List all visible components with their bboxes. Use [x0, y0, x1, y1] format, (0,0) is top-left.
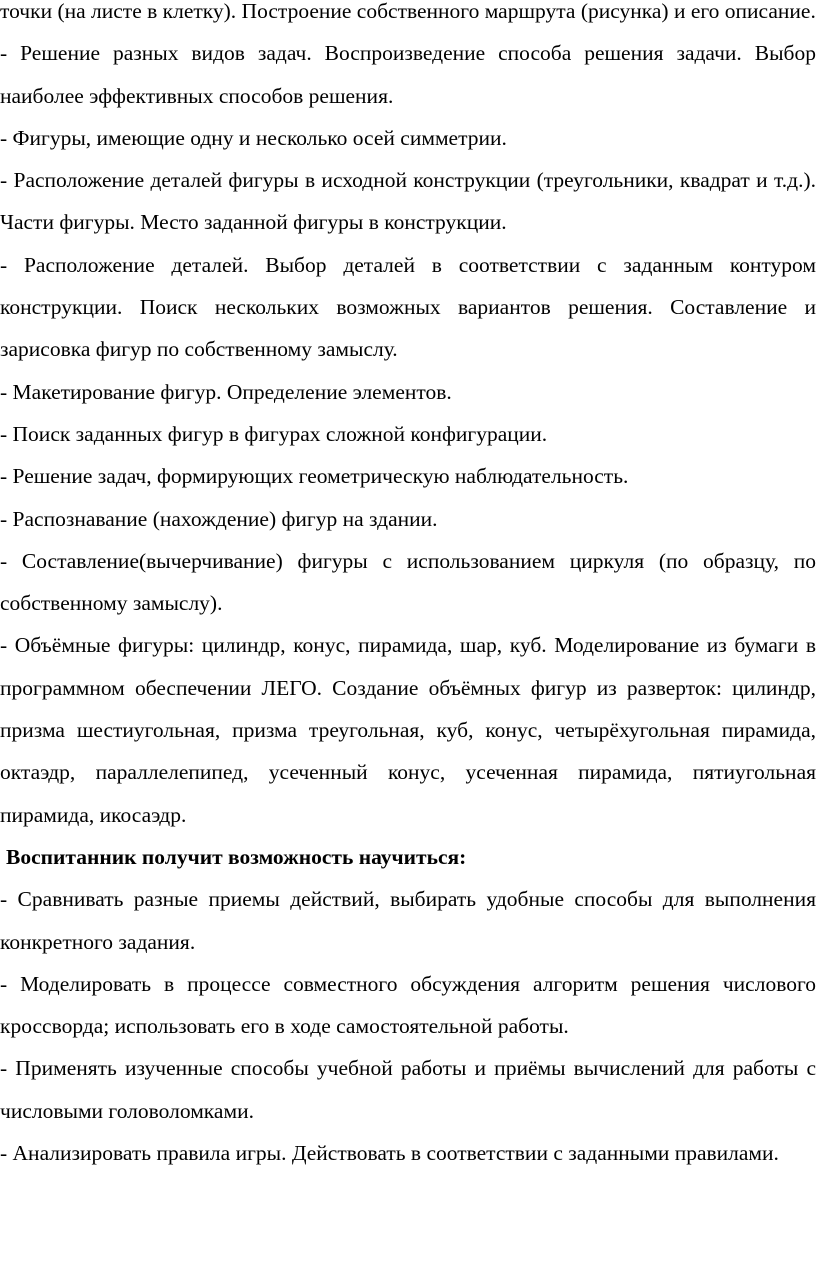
paragraph-complex-figures: - Поиск заданных фигур в фигурах сложной конфигурации. — [0, 421, 548, 446]
skill-item-apply-methods: - Применять изученные способы учебной работы и приёмы вычислений для работы с числовыми головоломками. — [0, 1056, 816, 1123]
paragraph-building-figures: - Распознавание (нахождение) фигур на здании. — [0, 506, 438, 531]
paragraph-route-description: точки (на листе в клетку). Построение собственного маршрута (рисунка) и его описание. — [0, 0, 816, 23]
paragraph-solid-figures: - Объёмные фигуры: цилиндр, конус, пирамида, шар, куб. Моделирование из бумаги в программном обеспечении ЛЕГО. Создание объёмных фигур из разверток: цилиндр, призма шестиугольная, призма треугольная, куб, конус, четырёхугольная пирамида, октаэдр, параллелепипед, усеченный конус, усеченная пирамида, пятиугольная пирамида, икосаэдр. — [0, 633, 816, 827]
skill-item-analyze-rules: - Анализировать правила игры. Действовать в соответствии с заданными правилами. — [0, 1141, 779, 1166]
paragraph-detail-arrangement: - Расположение деталей. Выбор деталей в соответствии с заданным контуром конструкции. Поиск нескольких возможных вариантов решения. Составление и зарисовка фигур по собственному замыслу. — [0, 252, 816, 362]
skill-item-compare-methods: - Сравнивать разные приемы действий, выбирать удобные способы для выполнения конкретного задания. — [0, 887, 816, 954]
paragraph-compass-drawing: - Составление(вычерчивание) фигуры с использованием циркуля (по образцу, по собственному замыслу). — [0, 548, 816, 616]
skill-item-model-algorithm: - Моделировать в процессе совместного обсуждения алгоритм решения числового кроссворда; использовать его в ходе самостоятельной работы. — [0, 971, 816, 1039]
paragraph-solving-tasks: - Решение разных видов задач. Воспроизведение способа решения задачи. Выбор наиболее эффективных способов решения. — [0, 41, 816, 108]
paragraph-figure-parts: - Расположение деталей фигуры в исходной конструкции (треугольники, квадрат и т.д.). Части фигуры. Место заданной фигуры в конструкции. — [0, 168, 816, 235]
paragraph-geometric-observation: - Решение задач, формирующих геометрическую наблюдательность. — [0, 464, 629, 489]
paragraph-symmetry-axes: - Фигуры, имеющие одну и несколько осей симметрии. — [0, 125, 507, 150]
section-heading: Воспитанник получит возможность научиться: — [6, 844, 467, 869]
paragraph-figure-modeling: - Макетирование фигур. Определение элементов. — [0, 379, 452, 404]
